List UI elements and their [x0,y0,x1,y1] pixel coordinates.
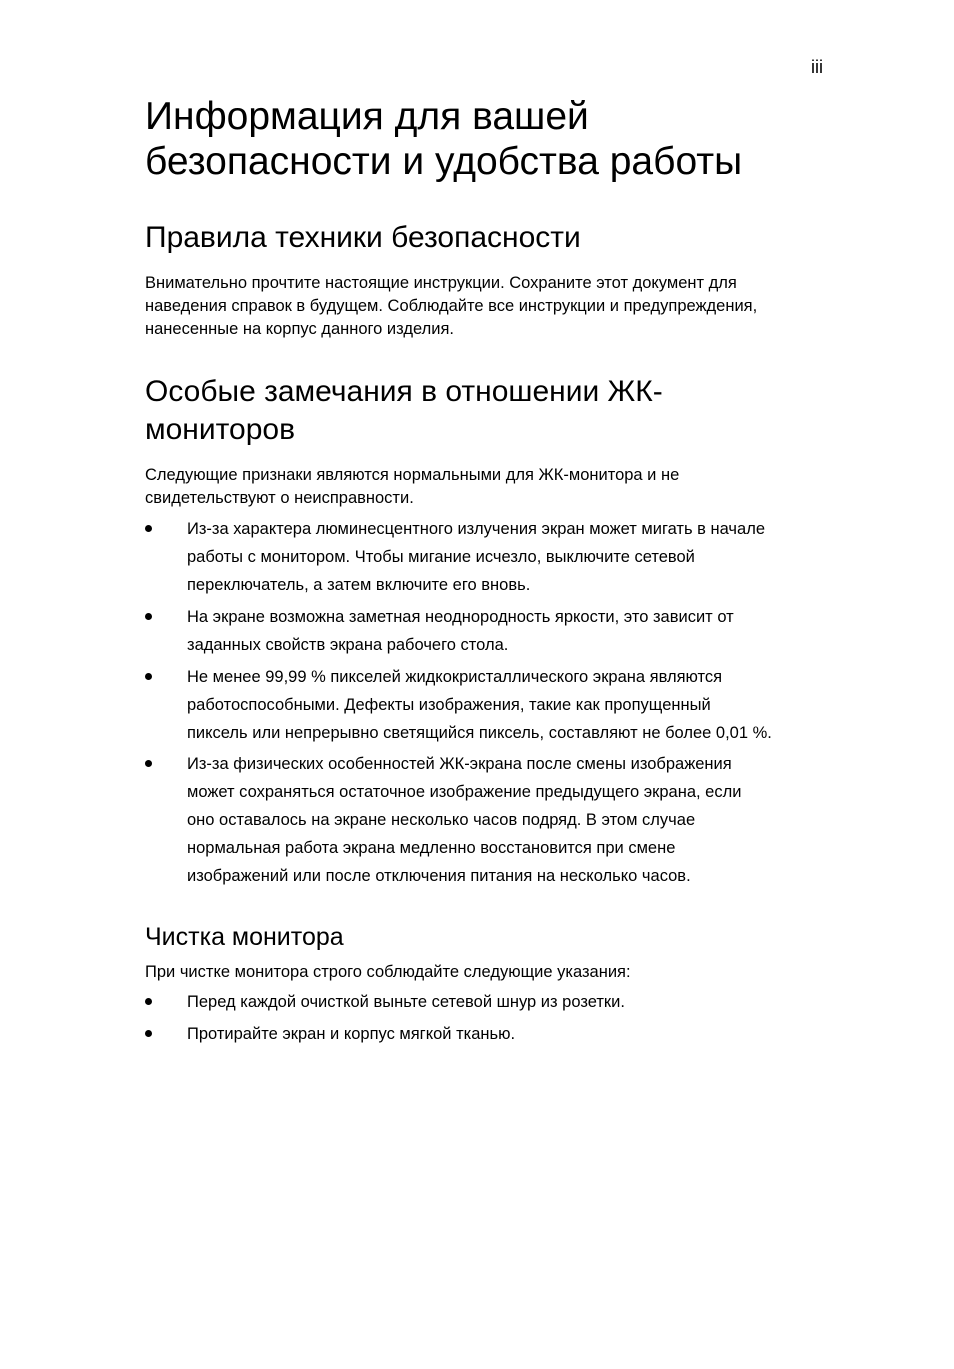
bullet-icon [145,750,157,778]
bullet-icon [145,663,157,691]
list-item [145,1020,845,1048]
list-item [145,663,845,747]
safety-paragraph [145,272,845,341]
list-item-line: На экране возможна заметная неоднородность яркости, это зависит от [187,608,734,626]
list-item-line: заданных свойств экрана рабочего стола. [187,636,509,654]
list-item-line: оно оставалось на экране несколько часов подряд. В этом случае [187,811,696,829]
list-item-line: пиксель или непрерывно светящийся пиксель, составляют не более 0,01 %. [187,724,772,742]
bullet-icon [145,1020,157,1048]
page-title [145,94,845,184]
bullet-icon [145,515,157,543]
section-heading-safety: Правила техники безопасности [145,221,581,254]
bullet-icon [145,603,157,631]
list-item-line: Перед каждой очисткой выньте сетевой шнур из розетки. [187,993,625,1011]
paragraph-line: Внимательно прочтите настоящие инструкции. Сохраните этот документ для [145,274,737,292]
lcd-intro [145,464,845,510]
heading-line: мониторов [145,413,296,446]
list-item-line: Из-за физических особенностей ЖК-экрана после смены изображения [187,755,732,773]
cleaning-bullet-list [145,988,845,1048]
list-item-line: изображений или после отключения питания на несколько часов. [187,867,691,885]
page-title-line: безопасности и удобства работы [145,140,743,183]
paragraph-line: свидетельствуют о неисправности. [145,489,414,507]
lcd-bullet-list [145,515,845,890]
list-item-line: нормальная работа экрана медленно восстановится при смене [187,839,676,857]
document-body [145,94,845,1048]
list-item [145,988,845,1016]
paragraph-line: нанесенные на корпус данного изделия. [145,320,454,338]
list-item [145,603,845,659]
list-item [145,750,845,890]
page-number: iii [811,57,823,77]
list-item-line: может сохраняться остаточное изображение предыдущего экрана, если [187,783,742,801]
section-heading-cleaning: Чистка монитора [145,923,344,951]
bullet-icon [145,988,157,1016]
list-item-line: переключатель, а затем включите его вновь. [187,576,531,594]
heading-line: Особые замечания в отношении ЖК- [145,375,663,408]
page-title-line: Информация для вашей [145,95,589,138]
list-item [145,515,845,599]
paragraph-line: наведения справок в будущем. Соблюдайте все инструкции и предупреждения, [145,297,758,315]
list-item-line: работоспособными. Дефекты изображения, такие как пропущенный [187,696,711,714]
list-item-line: работы с монитором. Чтобы мигание исчезло, выключите сетевой [187,548,695,566]
list-item-line: Из-за характера люминесцентного излучения экран может мигать в начале [187,520,766,538]
list-item-line: Не менее 99,99 % пикселей жидкокристаллического экрана являются [187,668,723,686]
cleaning-intro: При чистке монитора строго соблюдайте следующие указания: [145,963,631,981]
paragraph-line: Следующие признаки являются нормальными для ЖК-монитора и не [145,466,680,484]
list-item-line: Протирайте экран и корпус мягкой тканью. [187,1025,516,1043]
section-heading-lcd [145,373,845,449]
